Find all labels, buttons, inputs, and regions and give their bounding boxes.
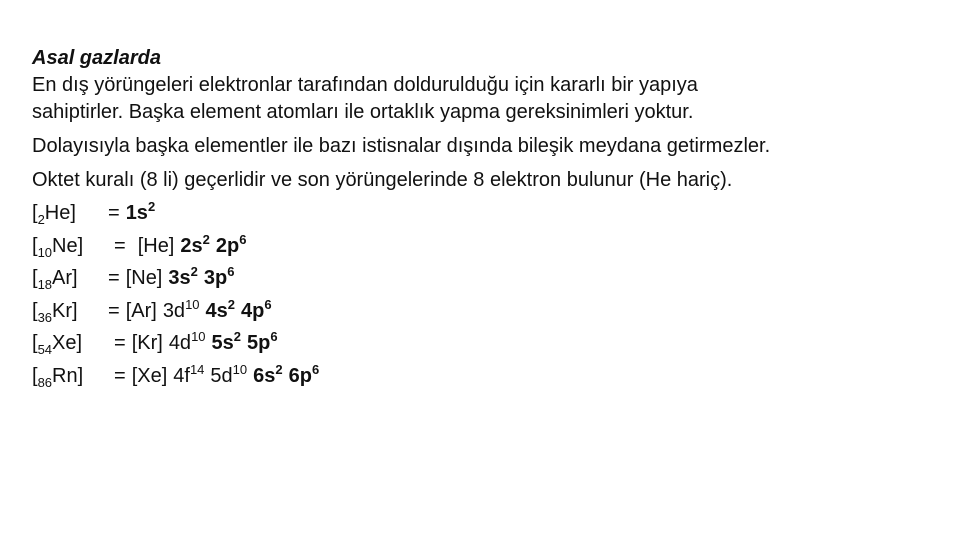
s-orbital: 6s	[253, 364, 276, 387]
config-value: = [Ne] $3s^2$ $3p^6$	[108, 264, 235, 290]
config-row-ne	[32, 230, 942, 263]
paragraph-line-1: En dış yörüngeleri elektronlar tarafından doldurulduğu için kararlı bir yapıya	[32, 74, 698, 96]
element-symbol: He	[44, 202, 71, 224]
config-row-he	[32, 197, 942, 230]
slide-title: Asal gazlarda	[32, 47, 161, 69]
config-value: = [Ar] $3d^{10}$ $4s^2$ $4p^6$	[108, 296, 272, 322]
p-orbital: 6p	[288, 364, 312, 387]
s-orbital: 2s	[180, 234, 203, 257]
config-value: = [Xe] $4f^{14}$ $5d^{10}$ $6s^2$ $6p^6$	[114, 361, 320, 387]
config-value: = $1s^2$	[108, 199, 156, 224]
atomic-number: 2	[37, 212, 45, 227]
atomic-number: 36	[37, 309, 53, 325]
p-orbital: 2p	[215, 234, 240, 257]
element-symbol: Kr	[52, 299, 73, 322]
config-row-ar	[32, 262, 942, 295]
element-label: $[_{86}Rn]$	[32, 364, 84, 390]
atomic-number: 86	[37, 374, 53, 390]
atomic-number: 18	[37, 277, 53, 293]
s-orbital: 5s	[211, 332, 234, 355]
element-symbol: Ar	[52, 267, 73, 290]
s-orbital: 1s	[125, 202, 148, 224]
noble-core: [Ar]	[125, 299, 157, 322]
atomic-number: 10	[37, 244, 53, 260]
element-label: $[_{18}Ar]$	[32, 267, 78, 293]
element-label: $[_{36}Kr]$	[32, 299, 78, 325]
config-row-rn	[32, 360, 942, 393]
element-symbol: Rn	[52, 364, 78, 387]
s-orbital: 4s	[205, 299, 228, 322]
s-orbital: 3s	[168, 267, 191, 290]
noble-core: [Kr]	[131, 332, 163, 355]
config-value: = [Kr] $4d^{10}$ $5s^2$ $5p^6$	[114, 329, 278, 355]
noble-core: [Xe]	[131, 364, 168, 387]
config-value: = [He] $2s^2$ $2p^6$	[114, 231, 247, 257]
config-row-kr	[32, 295, 942, 328]
element-label: $[_2He]$	[32, 202, 76, 227]
slide-content	[32, 44, 942, 393]
d-orbital: 3d	[162, 299, 186, 322]
paragraph-line-3: Dolayısıyla başka elementler ile bazı istisnalar dışında bileşik meydana getirmezler.	[32, 135, 771, 157]
element-symbol: Xe	[52, 332, 77, 355]
element-label: $[_{54}Xe]$	[32, 332, 83, 358]
noble-core: [Ne]	[125, 267, 163, 290]
d-orbital: 4d	[168, 332, 192, 355]
config-row-xe	[32, 327, 942, 360]
paragraph-line-4: Oktet kuralı (8 li) geçerlidir ve son yörüngelerinde 8 elektron bulunur (He hariç).	[32, 169, 733, 191]
atomic-number: 54	[37, 342, 53, 358]
p-orbital: 5p	[247, 332, 271, 355]
electron-config-list	[32, 197, 942, 393]
noble-core: [He]	[137, 234, 175, 257]
p-orbital: 4p	[241, 299, 265, 322]
f-orbital: 4f	[173, 364, 190, 387]
element-symbol: Ne	[52, 234, 78, 257]
p-orbital: 3p	[203, 267, 228, 290]
d-orbital: 5d	[210, 364, 233, 387]
paragraph-line-2: sahiptirler. Başka element atomları ile ortaklık yapma gereksinimleri yoktur.	[32, 101, 694, 123]
element-label: $[_{10}Ne]$	[32, 234, 84, 260]
